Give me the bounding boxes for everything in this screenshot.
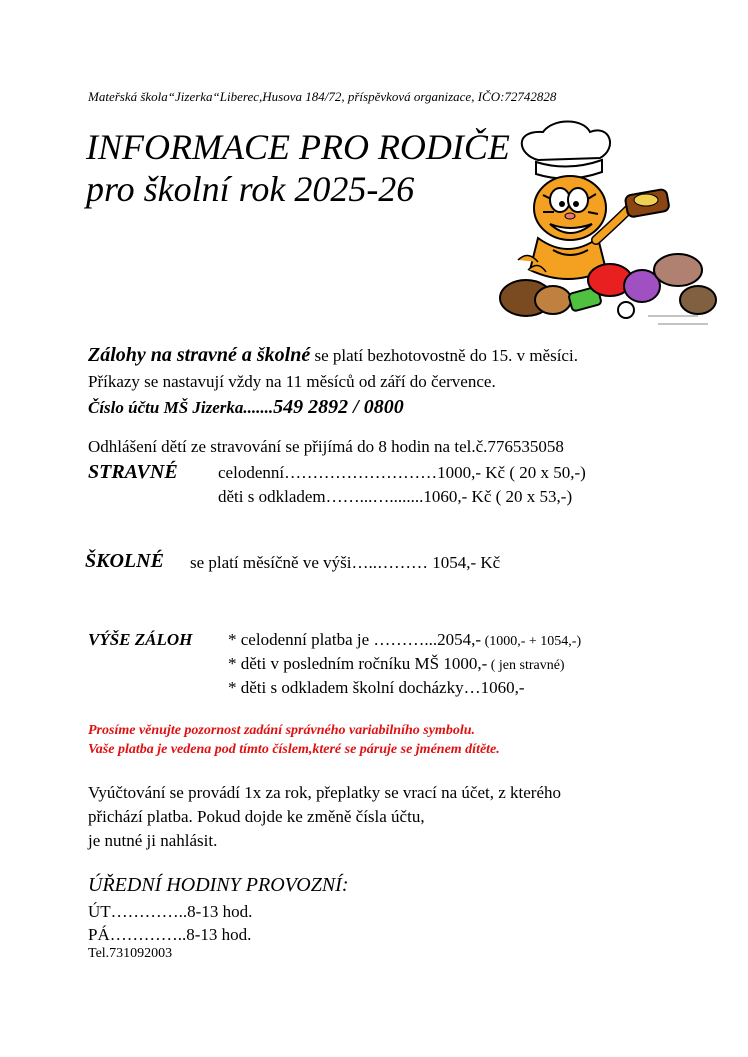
- payment-item-main: * celodenní platba je ………...2054,-: [228, 630, 482, 649]
- hours-row: PÁ…………..8-13 hod.: [88, 925, 252, 944]
- payments-label: VÝŠE ZÁLOH: [88, 630, 193, 649]
- payment-item-note: (1000,- + 1054,-): [481, 634, 582, 649]
- meals-label: STRAVNÉ: [88, 461, 178, 483]
- hours-row: ÚT…………..8-13 hod.: [88, 902, 253, 921]
- meals-row-deferred: děti s odkladem……...…........1060,- Kč ( 20 x 53,-): [218, 487, 573, 506]
- meal-cancel-note: Odhlášení dětí ze stravování se přijímá do 8 hodin na tel.č.776535058: [88, 437, 564, 456]
- page-subtitle: pro školní rok 2025-26: [86, 169, 415, 209]
- cat-chef-with-food-icon: [498, 120, 720, 330]
- payment-item-main: * děti v posledním ročníku MŠ 1000,-: [228, 654, 488, 673]
- payment-item: [228, 678, 525, 698]
- deposits-line1: [88, 344, 578, 367]
- page-title: INFORMACE PRO RODIČE: [86, 127, 510, 167]
- phone-number: Tel.731092003: [88, 946, 173, 961]
- deposits-heading-rest: se platí bezhotovostně do 15. v měsíci.: [310, 346, 578, 365]
- deposits-line2: Příkazy se nastavují vždy na 11 měsíců od září do července.: [88, 372, 496, 391]
- payment-item: [228, 630, 581, 650]
- account-number: 549 2892 / 0800: [273, 396, 404, 418]
- notice-line1: Prosíme věnujte pozornost zadání správného variabilního symbolu.: [88, 723, 475, 738]
- notice-line2: Vaše platba je vedena pod tímto číslem,které se páruje se jménem dítěte.: [88, 742, 500, 757]
- tuition-text: se platí měsíčně ve výši…..……… 1054,- Kč: [190, 553, 501, 572]
- payment-item: [228, 654, 565, 674]
- hours-heading: ÚŘEDNÍ HODINY PROVOZNÍ:: [88, 874, 349, 896]
- payment-item-main: * děti s odkladem školní docházky…1060,-: [228, 678, 525, 697]
- tuition-label: ŠKOLNÉ: [85, 550, 164, 572]
- meals-row-full-day: celodenní………………………1000,- Kč ( 20 x 50,-): [218, 463, 586, 482]
- account-line: [88, 396, 404, 419]
- deposits-heading: Zálohy na stravné a školné: [88, 344, 311, 366]
- payment-item-note: ( jen stravné): [487, 658, 565, 673]
- billing-line: je nutné ji nahlásit.: [88, 831, 218, 850]
- account-label: Číslo účtu MŠ Jizerka.......: [88, 398, 274, 417]
- billing-line: přichází platba. Pokud dojde ke změně čísla účtu,: [88, 807, 425, 826]
- billing-line: Vyúčtování se provádí 1x za rok, přeplatky se vrací na účet, z kterého: [88, 783, 561, 802]
- organization-header: Mateřská škola“Jizerka“Liberec,Husova 184/72, příspěvková organizace, IČO:72742828: [88, 89, 557, 104]
